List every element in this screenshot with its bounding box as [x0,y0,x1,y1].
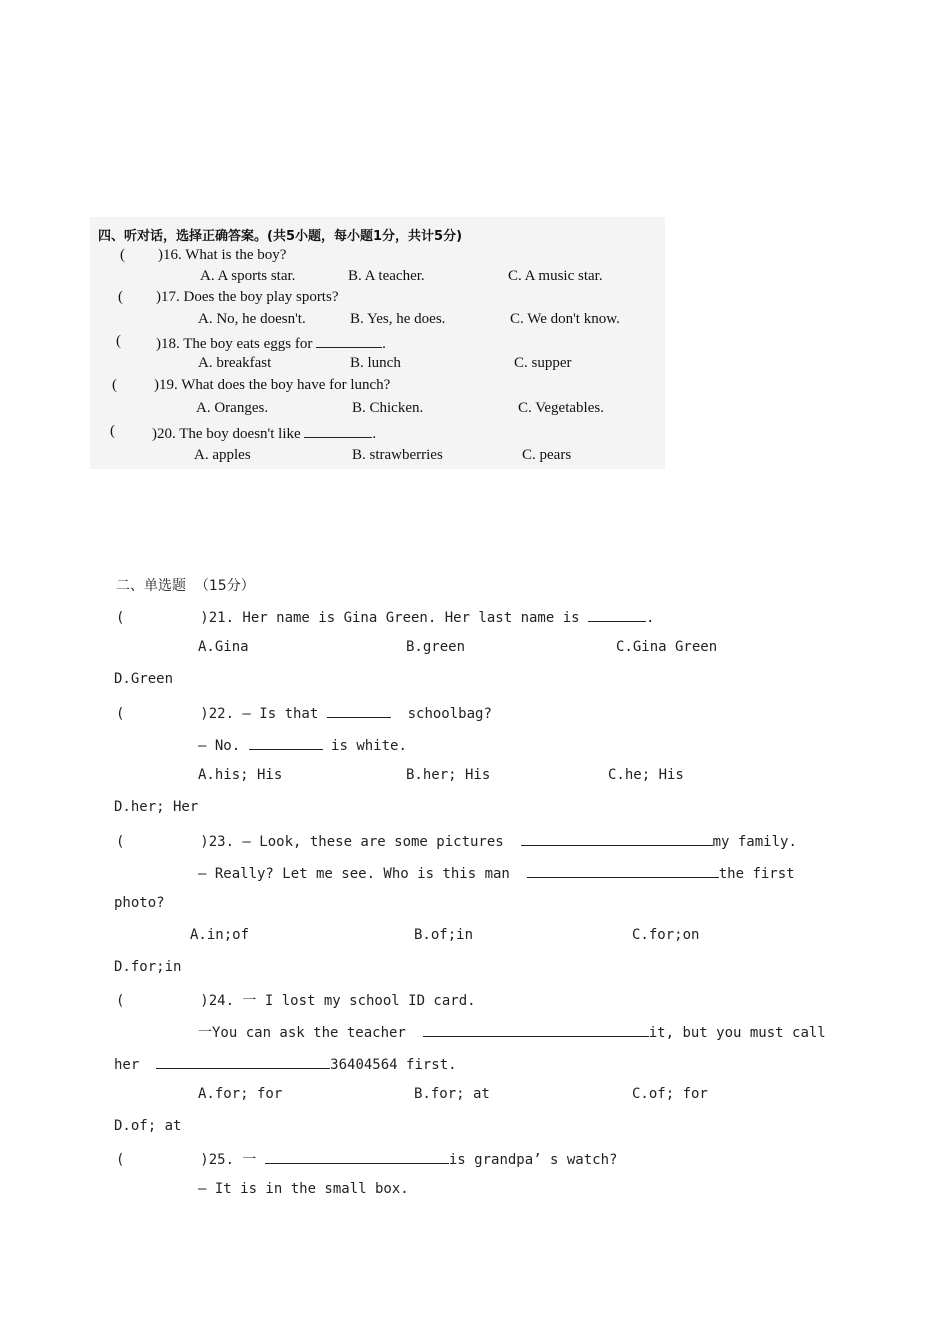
question-16 [158,247,286,264]
option-a: A.for; for [198,1086,283,1102]
answer-blank[interactable] [527,863,719,878]
question-tail: my family. [712,834,797,850]
answer-blank[interactable] [265,1149,449,1164]
answer-blank[interactable] [249,735,323,750]
question-lead: ( )22. — Is that [116,706,319,722]
option-c: C. Vegetables. [518,400,604,416]
scanned-listening-section [90,217,665,469]
question-number: )18. [156,336,180,352]
option-b: B. strawberries [352,447,443,463]
question-lead: ( )23. — Look, these are some pictures [116,834,504,850]
question-lead: ( )21. Her name is Gina Green. Her last name is [116,610,580,626]
option-b: B. Chicken. [352,400,424,416]
question-text: Does the boy play sports? [183,289,339,305]
answer-blank[interactable] [316,333,382,348]
question-25 [116,1149,617,1169]
option-c: C.Gina Green [616,639,718,655]
question-17 [156,289,338,306]
question-text: The boy eats eggs for [183,336,313,352]
question-tail: . [372,426,377,442]
option-b: B. lunch [350,355,401,371]
listening-header: 四、听对话，选择正确答案。(共5小题，每小题1分，共计5分) [98,229,463,244]
reply-tail: 36404564 first. [330,1057,457,1073]
answer-paren: ( [118,289,123,305]
option-b: B. A teacher. [348,268,425,284]
answer-paren: ( [112,377,117,393]
reply-tail: is white. [331,738,407,754]
answer-blank[interactable] [423,1022,649,1037]
question-text: What does the boy have for lunch? [181,377,391,393]
question-number: )17. [156,289,180,305]
option-a: A. breakfast [198,355,272,371]
question-20 [152,423,376,443]
reply-tail: it, but you must call [648,1025,826,1041]
reply-text: — Really? Let me see. Who is this man [198,866,510,882]
question-22 [116,703,492,722]
reply-tail: the first [718,866,795,882]
question-25-line-2: — It is in the small box. [198,1181,409,1197]
question-tail: . [382,336,386,352]
question-mid: schoolbag? [407,706,492,722]
option-b: B.for; at [414,1086,490,1102]
question-18 [156,333,386,353]
answer-blank[interactable] [521,831,713,846]
option-c: C. A music star. [508,268,603,284]
option-d: D.Green [114,671,174,687]
question-22-line-2 [198,735,407,754]
option-a: A. apples [194,447,251,463]
question-number: )20. [152,426,176,442]
reply-text: her [114,1057,140,1073]
question-23-line-3: photo? [114,895,165,911]
question-text: The boy doesn't like [179,426,301,442]
option-d: D.of; at [114,1118,182,1134]
question-tail: is grandpa’ s watch? [448,1152,618,1168]
answer-paren: ( [116,333,121,349]
option-c: C.for;on [632,927,700,943]
reply-text: 一You can ask the teacher [198,1025,406,1041]
question-23-line-2 [198,863,795,882]
option-b: B.her; His [406,767,491,783]
section-title: 二、单选题 （15分） [116,578,255,594]
question-lead: ( )25. 一 [116,1152,257,1168]
question-number: )16. [158,247,182,263]
question-text: What is the boy? [185,247,287,263]
option-a: A. Oranges. [196,400,269,416]
option-a: A. No, he doesn't. [198,311,306,327]
option-b: B.of;in [414,927,474,943]
question-24: ( )24. 一 I lost my school ID card. [116,993,476,1009]
option-a: A. A sports star. [200,268,296,284]
option-a: A.in;of [190,927,250,943]
option-c: C. We don't know. [510,311,620,327]
answer-paren: ( [110,423,115,439]
option-d: D.her; Her [114,799,199,815]
question-21 [116,607,654,626]
option-c: C. supper [514,355,572,371]
answer-blank[interactable] [588,607,646,622]
reply-text: — No. [198,738,241,754]
answer-blank[interactable] [156,1054,330,1069]
option-a: A.Gina [198,639,249,655]
option-d: D.for;in [114,959,182,975]
option-c: C. pears [522,447,572,463]
option-c: C.he; His [608,767,684,783]
option-b: B. Yes, he does. [350,311,446,327]
option-b: B.green [406,639,466,655]
question-24-line-3 [114,1054,457,1073]
question-tail: . [646,610,655,626]
question-24-line-2 [198,1022,826,1042]
answer-blank[interactable] [327,703,391,718]
question-19 [154,377,390,394]
option-a: A.his; His [198,767,283,783]
question-23 [116,831,797,850]
answer-blank[interactable] [304,423,372,438]
option-c: C.of; for [632,1086,708,1102]
answer-paren: ( [120,247,125,263]
question-number: )19. [154,377,178,393]
